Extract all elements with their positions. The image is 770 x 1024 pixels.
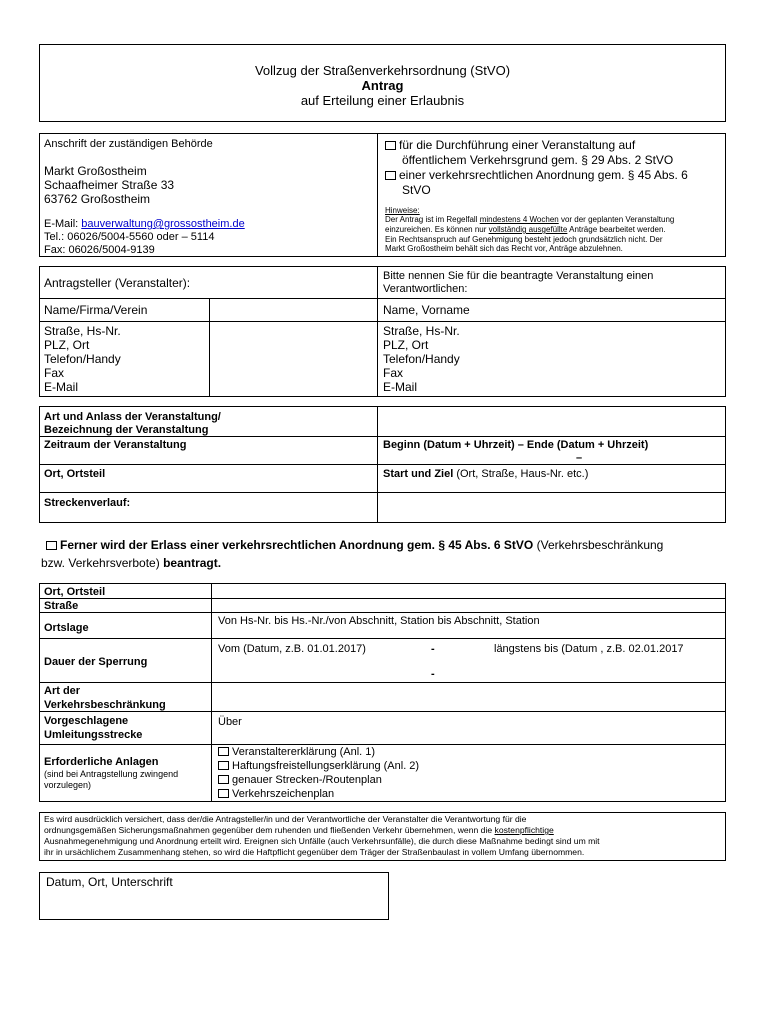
applicant-street-label: Straße, Hs-Nr. [44, 324, 121, 338]
event-section [39, 406, 726, 523]
applicant-title: Antragsteller (Veranstalter): [44, 276, 191, 290]
event-route-input-area[interactable] [378, 493, 725, 522]
order-request-line2: bzw. Verkehrsverbote) beantragt. [41, 556, 222, 570]
order-restriction-line2: Verkehrsbeschränkung [44, 699, 166, 711]
responsible-fax-label: Fax [383, 366, 404, 380]
declaration-line3: Ausnahmegenehmigung und Anordnung erteilt wird. Ereignen sich Unfälle (auch Verkehrsunfälle), die durch diese Maßnahme bedingt sind um mit [44, 836, 600, 846]
responsible-title-line1: Bitte nennen Sie für die beantragte Veranstaltung einen [383, 270, 654, 282]
responsible-city-label: PLZ, Ort [383, 338, 429, 352]
order-detour-hint: Über [218, 716, 242, 728]
hint-line1: Der Antrag ist im Regelfall mindestens 4 Wochen vor der geplanten Veranstaltung [385, 215, 675, 224]
checkbox-traffic-order[interactable] [46, 541, 57, 550]
authority-email-link[interactable]: bauverwaltung@grossostheim.de [81, 218, 245, 230]
order-restriction-line1: Art der [44, 685, 81, 697]
event-route-label: Streckenverlauf: [44, 497, 131, 509]
event-start-goal-label: Start und Ziel (Ort, Straße, Haus-Nr. etc.) [383, 468, 589, 480]
attachment-item: Verkehrszeichenplan [218, 787, 334, 801]
order-duration-label: Dauer der Sperrung [44, 656, 148, 668]
option-order-row [385, 168, 688, 182]
authority-email-label: E-Mail: [44, 218, 82, 230]
applicant-input-area[interactable] [210, 299, 377, 396]
attachment-item: genauer Strecken-/Routenplan [218, 773, 382, 787]
order-location-label: Ort, Ortsteil [44, 586, 106, 598]
option-event-row [385, 138, 635, 152]
responsible-title-line2: Verantwortlichen: [383, 283, 468, 295]
authority-label: Anschrift der zuständigen Behörde [44, 138, 213, 150]
order-until-hint: längstens bis (Datum , z.B. 02.01.2017 [494, 643, 684, 655]
checkbox-attachment-2[interactable] [218, 761, 229, 770]
order-attachments-label: Erforderliche Anlagen [44, 756, 159, 768]
order-from-hint: Vom (Datum, z.B. 01.01.2017) [218, 643, 366, 655]
order-dash-2: - [431, 668, 435, 680]
header-box [39, 44, 726, 122]
attachment-item: Haftungsfreistellungserklärung (Anl. 2) [218, 759, 419, 773]
authority-email-row [44, 217, 245, 231]
event-type-line1: Art und Anlass der Veranstaltung/ [44, 411, 221, 423]
hint-line4: Markt Großostheim behält sich das Recht vor, Anträge abzulehnen. [385, 244, 623, 253]
header-title-line2: Antrag [361, 78, 404, 93]
option-event-line1: für die Durchführung einer Veranstaltung auf [399, 138, 636, 152]
responsible-name-label: Name, Vorname [383, 303, 470, 317]
authority-fax: Fax: 06026/5004-9139 [44, 244, 155, 256]
option-event-line2: öffentlichem Verkehrsgrund gem. § 29 Abs. 2 StVO [402, 153, 674, 167]
responsible-street-label: Straße, Hs-Nr. [383, 324, 460, 338]
applicant-phone-label: Telefon/Handy [44, 352, 121, 366]
authority-section [39, 133, 726, 257]
order-detour-line1: Vorgeschlagene [44, 715, 129, 727]
order-attachments-note-line2: vorzulegen) [44, 780, 92, 790]
hint-line2: einzureichen. Es können nur vollständig ausgefüllte Anträge bearbeitet werden. [385, 225, 666, 234]
declaration-line2: ordnungsgemäßen Sicherungsmaßnahmen gegenüber dem ruhenden und fließenden Verkehr übernehmen, wenn die kostenpflichtige [44, 825, 554, 835]
applicant-fax-label: Fax [44, 366, 65, 380]
checkbox-attachment-3[interactable] [218, 775, 229, 784]
authority-tel: Tel.: 06026/5004-5560 oder – 5114 [44, 231, 215, 243]
signature-label: Datum, Ort, Unterschrift [46, 875, 173, 889]
signature-box[interactable] [39, 872, 389, 920]
authority-name: Markt Großostheim [44, 164, 147, 178]
order-street-label: Straße [44, 600, 79, 612]
applicant-city-label: PLZ, Ort [44, 338, 90, 352]
order-request-line1: Ferner wird der Erlass einer verkehrsrechtlichen Anordnung gem. § 45 Abs. 6 StVO (Verkehrsbeschränkung [46, 538, 663, 552]
checkbox-order-option[interactable] [385, 171, 396, 180]
event-end-dash: – [576, 452, 583, 464]
hint-line3: Ein Rechtsanspruch auf Genehmigung besteht jedoch grundsätzlich nicht. Der [385, 235, 663, 244]
declaration-line4: ihr in ursächlichem Zusammenhang stehen, so wird die Haftpflicht gegenüber dem Träger der Straßenbaulast in vollem Umfang übernommen. [44, 847, 585, 857]
applicant-name-label: Name/Firma/Verein [44, 303, 148, 317]
responsible-phone-label: Telefon/Handy [383, 352, 460, 366]
applicant-email-label: E-Mail [44, 380, 79, 394]
header-title-line1: Vollzug der Straßenverkehrsordnung (StVO) [254, 63, 511, 78]
checkbox-attachment-4[interactable] [218, 789, 229, 798]
order-detour-line2: Umleitungsstrecke [44, 729, 143, 741]
event-period-label: Zeitraum der Veranstaltung [44, 439, 187, 451]
order-attachments-note-line1: (sind bei Antragstellung zwingend [44, 769, 179, 779]
responsible-email-label: E-Mail [383, 380, 418, 394]
order-dash-1: - [431, 643, 435, 655]
checkbox-event-option[interactable] [385, 141, 396, 150]
applicant-section [39, 266, 726, 397]
order-position-hint: Von Hs-Nr. bis Hs.-Nr./von Abschnitt, Station bis Abschnitt, Station [218, 615, 540, 627]
option-order-line1: einer verkehrsrechtlichen Anordnung gem. § 45 Abs. 6 [399, 168, 688, 182]
event-location-label: Ort, Ortsteil [44, 468, 106, 480]
attachment-item: Veranstaltererklärung (Anl. 1) [218, 745, 375, 759]
order-position-label: Ortslage [44, 622, 89, 634]
hint-title: Hinweise: [385, 206, 420, 215]
header-title-line3: auf Erteilung einer Erlaubnis [300, 93, 465, 108]
checkbox-attachment-1[interactable] [218, 747, 229, 756]
declaration-line1: Es wird ausdrücklich versichert, dass der/die Antragsteller/in und der Verantwortliche der Veranstalter die Verantwortung für die [44, 814, 527, 824]
option-order-line2: StVO [402, 183, 431, 197]
order-section [39, 583, 726, 802]
event-type-line2: Bezeichnung der Veranstaltung [44, 424, 209, 436]
authority-street: Schaafheimer Straße 33 [44, 178, 175, 192]
authority-city: 63762 Großostheim [44, 192, 151, 206]
event-begin-end-label: Beginn (Datum + Uhrzeit) – Ende (Datum + Uhrzeit) [383, 439, 649, 451]
declaration-box [39, 812, 726, 861]
